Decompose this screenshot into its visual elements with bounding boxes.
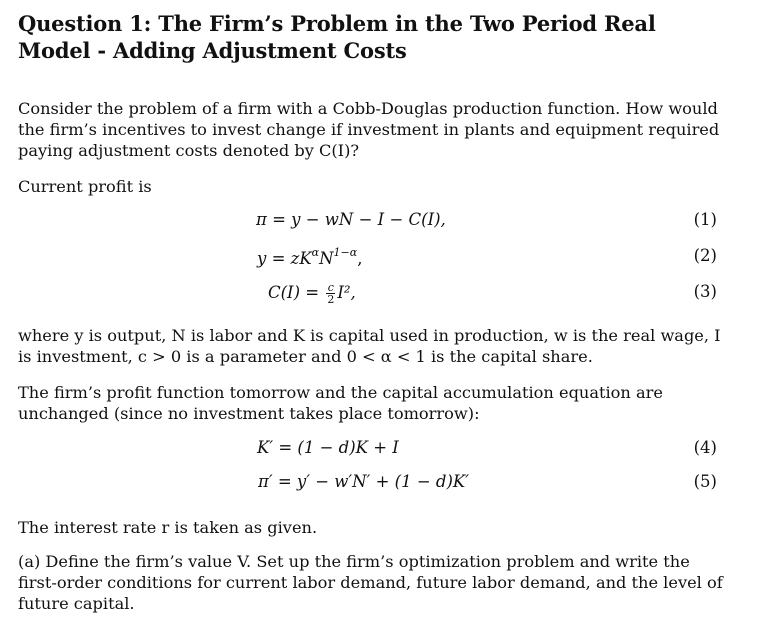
question-title: Question 1: The Firm’s Problem in the Two Period Real Model - Adding Adjustment Costs: [18, 11, 656, 63]
eq2-sup-exp: 1−α: [333, 246, 358, 259]
part-a-paragraph: (a) Define the firm’s value V. Set up the firm’s optimization problem and write the first-order conditions for current labor demand, future labor demand, and the level of future capital.: [18, 552, 723, 613]
eq2-sup-alpha: α: [311, 246, 320, 259]
eq1-rhs: = y − wN − I − C(I),: [266, 210, 446, 229]
eq3-number: (3): [693, 282, 717, 301]
profit-label: Current profit is: [18, 177, 152, 196]
eq1-lhs: π: [256, 210, 267, 229]
eq2-rhs: = zK: [266, 249, 312, 268]
eq5-rhs: = y′ − w′N′ + (1 − d)K′: [272, 472, 469, 491]
eq5-number: (5): [693, 472, 717, 491]
eq3-tail: I²,: [337, 283, 356, 302]
equation-4: [18, 438, 723, 460]
eq2-rhs2: N: [319, 249, 334, 268]
eq2-number: (2): [693, 246, 717, 265]
eq4-lhs: K′: [257, 438, 274, 457]
eq2-tail: ,: [357, 249, 363, 268]
intro-paragraph: Consider the problem of a firm with a Cobb-Douglas production function. How would the firm’s incentives to invest change if investment in plants and equipment required paying adjustment costs denoted by C(I)?: [18, 99, 720, 160]
eq3-fraction: [326, 282, 335, 305]
eq4-number: (4): [693, 438, 717, 457]
tomorrow-paragraph: The firm’s profit function tomorrow and the capital accumulation equation are unchanged (since no investment takes place tomorrow):: [18, 383, 663, 423]
interest-paragraph: The interest rate r is taken as given.: [18, 518, 318, 537]
equation-2: [18, 246, 723, 268]
eq3-frac-num: c: [327, 281, 334, 294]
eq4-rhs: = (1 − d)K + I: [273, 438, 399, 457]
eq1-number: (1): [693, 210, 717, 229]
equation-3: [18, 282, 723, 304]
eq3-eq: =: [300, 283, 325, 302]
eq3-lhs: C(I): [268, 283, 301, 302]
where-paragraph: where y is output, N is labor and K is capital used in production, w is the real wage, I is investment, c > 0 is a parameter and 0 < α < 1 is the capital share.: [18, 326, 721, 366]
eq5-lhs: π′: [258, 472, 273, 491]
equation-5: [18, 472, 723, 494]
eq3-frac-den: 2: [327, 293, 335, 306]
eq2-lhs: y: [257, 249, 267, 268]
equation-1: [18, 210, 723, 232]
